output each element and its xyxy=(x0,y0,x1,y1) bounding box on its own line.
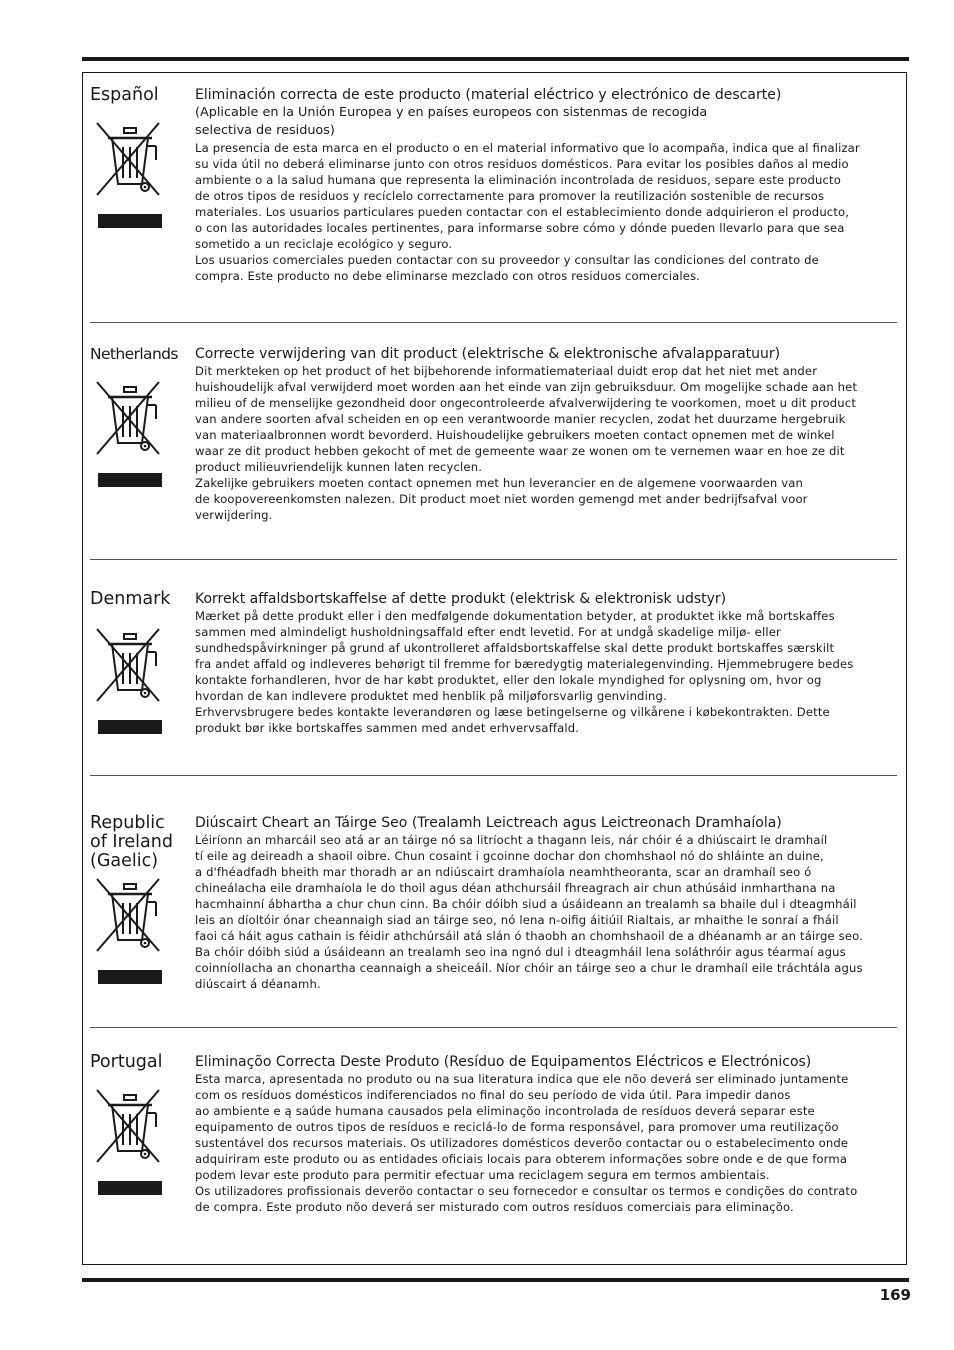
text-line: fra andet affald og indleveres behørigt til fremme for bæredygtig materialegenvinding. Hjemmebrugere bedes xyxy=(195,657,854,671)
language-label xyxy=(90,814,190,871)
language-label: Español xyxy=(90,85,159,105)
language-label-line: (Gaelic) xyxy=(90,851,159,871)
section-divider xyxy=(90,559,897,560)
text-line: waar ze dit product hebben gekocht of met de gemeente waar ze wonen om te vernemen waar en hoe ze dit xyxy=(195,444,845,458)
text-line: Los usuarios comerciales pueden contactar con su proveedor y consultar las condiciones del contrato de xyxy=(195,253,819,267)
text-line: Mærket på dette produkt eller i den medfølgende dokumentation betyder, at produktet ikke må bortskaffes xyxy=(195,609,835,623)
subheading-line: selectiva de residuos) xyxy=(195,123,335,138)
text-line: diúscairt á déanamh. xyxy=(195,977,321,991)
text-line: a d'fhéadfadh bheith mar thoradh ar an ndiúscairt dramhaíola neamhtheoranta, scar an dramhaíl seo ó xyxy=(195,865,812,879)
section-body xyxy=(195,814,903,992)
section-text xyxy=(195,140,903,284)
section-text xyxy=(195,363,903,523)
top-rule xyxy=(82,57,909,61)
text-line: faoi cá háit agus cathain is féidir athchúrsáil atá slán ó thaobh an chomhshaoil de a dhéanamh ar an táirge seo. xyxy=(195,929,864,943)
language-label-line: Republic xyxy=(90,813,165,833)
language-label: Denmark xyxy=(90,589,171,609)
text-line: van andere soorten afval scheiden en op een verantwoorde manier recyclen, zodat het duurzame hergebruik xyxy=(195,412,846,426)
text-line: Erhvervsbrugere bedes kontakte leverandøren og læse betingelserne og vilkårene i købekontrakten. Dette xyxy=(195,705,830,719)
text-line: sustentável dos recursos materiais. Os utilizadores domésticos deverõo contactar ou o estabelecimento onde xyxy=(195,1136,849,1150)
weee-bin-icon xyxy=(94,120,164,230)
text-line: de compra. Este produto nõo deverá ser misturado com outros resíduos comerciais para eliminaçõo. xyxy=(195,1200,794,1214)
section-heading: Correcte verwijdering van dit product (elektrische & elektronische afvalapparatuur) xyxy=(195,346,781,362)
text-line: com os resíduos domésticos indiferenciados no ﬁnal do seu período de vida útil. Para impedir danos xyxy=(195,1088,791,1102)
text-line: de koopovereenkomsten nalezen. Dit product moet niet worden gemengd met ander bedrijfsafval voor xyxy=(195,492,808,506)
text-line: sundhedspåvirkninger på grund af ukontrolleret affaldsbortskaffelse skal dette produkt bortskaffes særskilt xyxy=(195,641,835,655)
text-line: equipamento de outros tipos de resíduos e reciclá-lo de forma responsável, para promover uma reutilizaçõo xyxy=(195,1120,839,1134)
section-text xyxy=(195,832,903,992)
section-body xyxy=(195,1053,903,1215)
section-body xyxy=(195,86,903,284)
text-line: o con las autoridades locales pertinentes, para informarse sobre cómo y dónde pueden llevarlo para que sea xyxy=(195,221,845,235)
text-line: materiales. Los usuarios particulares pueden contactar con el establecimiento donde adquirieron el producto, xyxy=(195,205,850,219)
text-line: Zakelijke gebruikers moeten contact opnemen met hun leverancier en de algemene voorwaarden van xyxy=(195,476,803,490)
section-heading: Diúscairt Cheart an Táirge Seo (Trealamh Leictreach agus Leictreonach Dramhaíola) xyxy=(195,815,782,831)
weee-bin-icon xyxy=(94,626,164,736)
bottom-rule xyxy=(82,1278,909,1282)
text-line: ambiente o a la salud humana que representa la eliminación incontrolada de residuos, separe este producto xyxy=(195,173,841,187)
section-text xyxy=(195,608,903,736)
text-line: Os utilizadores proﬁssionais deverõo contactar o seu fornecedor e consultar os termos e condições do contrato xyxy=(195,1184,858,1198)
section-body xyxy=(195,345,903,523)
section-heading: Eliminaçõo Correcta Deste Produto (Resíduo de Equipamentos Eléctricos e Electrónicos) xyxy=(195,1054,812,1070)
language-label-line: of Ireland xyxy=(90,832,173,852)
text-line: de otros tipos de residuos y recíclelo correctamente para promover la reutilización sostenible de recursos xyxy=(195,189,825,203)
text-line: adquiriram este produto ou as entidades oﬁciais locais para obterem informações sobre onde e de que forma xyxy=(195,1152,848,1166)
text-line: Ba chóir dóibh siúd a úsáideann an trealamh seo ina ngnó dul i dteagmháil lena soláthróir agus téarmaí agus xyxy=(195,945,846,959)
text-line: Dit merkteken op het product of het bijbehorende informatiemateriaal duidt erop dat het niet met ander xyxy=(195,364,818,378)
text-line: su vida útil no deberá eliminarse junto con otros residuos domésticos. Para evitar los posibles daños al medio xyxy=(195,157,849,171)
section-text xyxy=(195,1071,903,1215)
text-line: ao ambiente e ą saúde humana causados pela eliminaçõo incontrolada de resíduos deverá separar este xyxy=(195,1104,815,1118)
text-line: tí eile ag deireadh a shaoil oibre. Chun cosaint i gcoinne dochar don chomhshaol nó do shláinte an duine, xyxy=(195,849,824,863)
text-line: van materiaalbronnen wordt bevorderd. Huishoudelijke gebruikers moeten contact opnemen met de winkel xyxy=(195,428,835,442)
text-line: chineálacha eile dramhaíola le do thoil agus déan athchursáil fhreagrach air chun athúsáid inmharthana na xyxy=(195,881,836,895)
language-label: Portugal xyxy=(90,1052,163,1072)
weee-bin-icon xyxy=(94,876,164,986)
text-line: podem levar este produto para permitir efectuar uma reciclagem segura em termos ambientais. xyxy=(195,1168,770,1182)
text-line: leis an díoltóir ónar cheannaigh siad an táirge seo, nó lena n-oiﬁg áitiúil Rialtais, ar mhaithe le sonraí a fháil xyxy=(195,913,839,927)
text-line: La presencia de esta marca en el producto o en el material informativo que lo acompaña, indica que al ﬁnalizar xyxy=(195,141,860,155)
text-line: Léiríonn an mharcáil seo atá ar an táirge nó sa litríocht a thagann leis, nár chóir é a dhiúscairt le dramhaíl xyxy=(195,833,828,847)
text-line: hvordan de kan indlevere produktet med henblik på miljøforsvarlig genvinding. xyxy=(195,689,667,703)
section-heading: Eliminación correcta de este producto (material eléctrico y electrónico de descarte) xyxy=(195,87,782,103)
page-number: 169 xyxy=(879,1286,911,1304)
section-subheading xyxy=(195,104,903,140)
text-line: product milieuvriendelijk kunnen laten recyclen. xyxy=(195,460,483,474)
text-line: compra. Este producto no debe eliminarse mezclado con otros residuos comerciales. xyxy=(195,269,701,283)
text-line: sammen med almindeligt husholdningsaffald efter endt levetid. For at undgå skadelige miljø- eller xyxy=(195,625,781,639)
section-divider xyxy=(90,322,897,323)
text-line: Esta marca, apresentada no produto ou na sua literatura indica que ele nõo deverá ser eliminado juntamente xyxy=(195,1072,849,1086)
language-label: Netherlands xyxy=(90,345,178,363)
weee-bin-icon xyxy=(94,1087,164,1197)
text-line: milieu of de menselijke gezondheid door ongecontroleerde afvalverwijdering te voorkomen, moet u dit product xyxy=(195,396,857,410)
text-line: produkt bør ikke bortskaffes sammen med andet erhvervsaffald. xyxy=(195,721,580,735)
weee-bin-icon xyxy=(94,379,164,489)
section-divider xyxy=(90,775,897,776)
section-divider xyxy=(90,1027,897,1028)
text-line: hacmhainní ábhartha a chur chun cinn. Ba chóir dóibh siud a úsáideann an trealamh sa bhaile dul i dteagmháil xyxy=(195,897,857,911)
text-line: huishoudelijk afval verwijderd moet worden aan het einde van zijn gebruiksduur. Om mogelijke schade aan het xyxy=(195,380,858,394)
section-body xyxy=(195,590,903,736)
subheading-line: (Aplicable en la Unión Europea y en países europeos con sistenmas de recogida xyxy=(195,105,708,120)
text-line: coinníollacha an chonartha ceannaigh a sheiceáil. Níor chóir an táirge seo a chur le dramhaíl eile tráchtála agus xyxy=(195,961,863,975)
text-line: kontakte forhandleren, hvor de har købt produktet, eller den lokale myndighed for oplysning om, hvor og xyxy=(195,673,822,687)
text-line: verwijdering. xyxy=(195,508,273,522)
section-heading: Korrekt affaldsbortskaffelse af dette produkt (elektrisk & elektronisk udstyr) xyxy=(195,591,727,607)
text-line: sometido a un reciclaje ecológico y seguro. xyxy=(195,237,453,251)
